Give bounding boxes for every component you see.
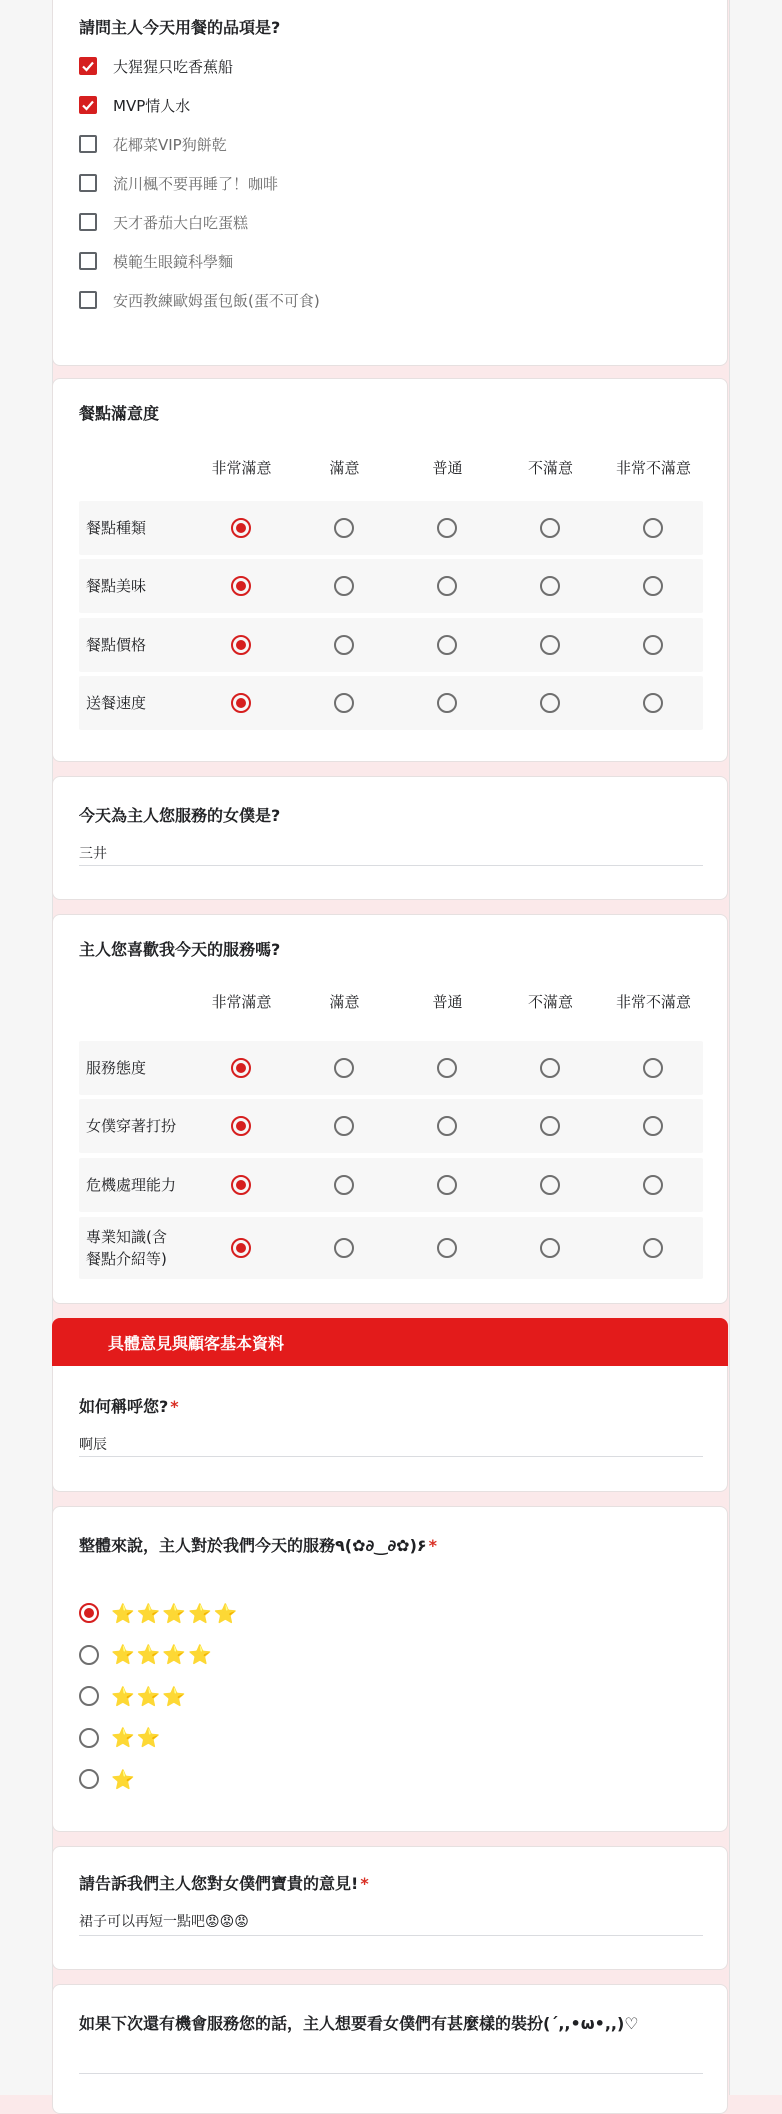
grid-radio[interactable] <box>334 693 354 713</box>
grid-radio[interactable] <box>334 576 354 596</box>
grid-radio[interactable] <box>334 1175 354 1195</box>
star-rating-option[interactable] <box>79 1726 162 1750</box>
question-card-overall <box>52 1506 728 1832</box>
question-card-items <box>52 0 728 366</box>
checkbox-option[interactable] <box>79 210 248 234</box>
grid-radio[interactable] <box>540 518 560 538</box>
right-margin <box>729 0 782 2095</box>
grid-radio[interactable] <box>643 1058 663 1078</box>
opinion-answer[interactable]: 裙子可以再短一點吧😡😡😡 <box>79 1914 249 1930</box>
grid-column-header: 非常滿意 <box>211 993 272 1011</box>
grid-row-label: 專業知識(含 餐點介紹等) <box>86 1228 167 1268</box>
checkbox[interactable] <box>79 96 97 114</box>
grid-radio[interactable] <box>643 1238 663 1258</box>
grid-radio[interactable] <box>643 576 663 596</box>
grid-radio[interactable] <box>643 518 663 538</box>
left-margin <box>0 0 53 2095</box>
grid-radio[interactable] <box>334 518 354 538</box>
grid-radio[interactable] <box>437 1238 457 1258</box>
grid-row-label: 餐點價格 <box>86 636 147 654</box>
grid-radio[interactable] <box>231 518 251 538</box>
star-icons: ⭐⭐⭐ <box>111 1685 188 1708</box>
answer-underline <box>79 865 703 866</box>
question-card-opinion <box>52 1846 728 1970</box>
grid-row <box>79 501 703 555</box>
check-icon <box>81 98 95 112</box>
grid-radio[interactable] <box>334 635 354 655</box>
grid-radio[interactable] <box>540 635 560 655</box>
grid-radio[interactable] <box>231 576 251 596</box>
question-card-name <box>52 1366 728 1492</box>
checkbox-label: 花椰菜VIP狗餅乾 <box>113 135 227 154</box>
checkbox-option[interactable] <box>79 249 233 273</box>
question-card-maid <box>52 776 728 900</box>
grid-row-label: 危機處理能力 <box>86 1176 177 1194</box>
grid-radio[interactable] <box>437 576 457 596</box>
grid-radio[interactable] <box>643 1175 663 1195</box>
checkbox[interactable] <box>79 174 97 192</box>
grid-column-header: 不滿意 <box>527 459 573 477</box>
radio[interactable] <box>79 1769 99 1789</box>
grid-radio[interactable] <box>437 1175 457 1195</box>
checkbox-label: 流川楓不要再睡了！咖啡 <box>113 174 279 193</box>
grid-column-header: 滿意 <box>329 459 360 477</box>
section-header <box>52 1318 728 1366</box>
grid-radio[interactable] <box>231 635 251 655</box>
grid-radio[interactable] <box>643 635 663 655</box>
answer-underline[interactable] <box>79 2073 703 2074</box>
checkbox[interactable] <box>79 57 97 75</box>
grid-radio[interactable] <box>437 518 457 538</box>
grid-radio[interactable] <box>643 1116 663 1136</box>
question-title: 餐點滿意度 <box>79 404 160 423</box>
grid-radio[interactable] <box>540 1175 560 1195</box>
grid-radio[interactable] <box>540 693 560 713</box>
star-icons: ⭐⭐⭐⭐ <box>111 1644 214 1666</box>
checkbox-label: 大猩猩只吃香蕉船 <box>113 57 234 76</box>
grid-column-header: 普通 <box>432 993 463 1011</box>
checkbox[interactable] <box>79 213 97 231</box>
checkbox-option[interactable] <box>79 132 227 156</box>
grid-radio[interactable] <box>231 1175 251 1195</box>
grid-row <box>79 1099 703 1153</box>
star-icons: ⭐⭐ <box>111 1727 163 1749</box>
grid-row <box>79 1217 703 1279</box>
grid-row <box>79 1158 703 1212</box>
answer-underline <box>79 1935 703 1936</box>
grid-radio[interactable] <box>437 1058 457 1078</box>
question-title-text: 請告訴我們主人您對女僕們寶貴的意見! <box>79 1874 359 1893</box>
grid-radio[interactable] <box>540 1058 560 1078</box>
question-title <box>79 1394 179 1417</box>
grid-radio[interactable] <box>437 1116 457 1136</box>
question-title: 請問主人今天用餐的品項是? <box>79 18 281 37</box>
checkbox-label: 安西教練歐姆蛋包飯(蛋不可食) <box>113 291 320 310</box>
star-icons: ⭐ <box>111 1768 137 1791</box>
grid-radio[interactable] <box>231 1238 251 1258</box>
checkbox-option[interactable] <box>79 288 320 312</box>
radio[interactable] <box>79 1603 99 1623</box>
grid-radio[interactable] <box>540 1238 560 1258</box>
question-title-text: 如何稱呼您? <box>79 1397 169 1416</box>
grid-radio[interactable] <box>231 1116 251 1136</box>
check-icon <box>81 59 95 73</box>
grid-radio[interactable] <box>437 693 457 713</box>
grid-radio[interactable] <box>231 693 251 713</box>
question-title: 今天為主人您服務的女僕是? <box>79 806 281 825</box>
answer-underline <box>79 1456 703 1457</box>
checkbox[interactable] <box>79 252 97 270</box>
grid-row <box>79 1041 703 1095</box>
question-title-text: 整體來說，主人對於我們今天的服務٩(✿∂‿∂✿)۶ <box>79 1536 427 1555</box>
star-rating-option[interactable] <box>79 1643 214 1667</box>
question-title <box>79 1533 437 1556</box>
star-rating-option[interactable] <box>79 1601 239 1625</box>
grid-radio[interactable] <box>231 1058 251 1078</box>
grid-row <box>79 559 703 613</box>
grid-row-label: 服務態度 <box>86 1059 147 1077</box>
grid-row-label: 送餐速度 <box>86 694 147 712</box>
checkbox-option[interactable] <box>79 93 190 117</box>
radio[interactable] <box>79 1686 99 1706</box>
grid-row <box>79 618 703 672</box>
question-card-meal <box>52 378 728 762</box>
checkbox[interactable] <box>79 291 97 309</box>
required-mark: * <box>428 1536 438 1555</box>
star-rating-option[interactable] <box>79 1767 137 1791</box>
section-title: 具體意見與顧客基本資料 <box>108 1334 285 1353</box>
question-title: 主人您喜歡我今天的服務嗎? <box>79 940 281 959</box>
checkbox-label: 模範生眼鏡科學麵 <box>113 252 234 271</box>
checkbox-option[interactable] <box>79 171 278 195</box>
checkbox[interactable] <box>79 135 97 153</box>
radio[interactable] <box>79 1728 99 1748</box>
grid-radio[interactable] <box>437 635 457 655</box>
grid-radio[interactable] <box>334 1238 354 1258</box>
grid-row-label: 女僕穿著打扮 <box>86 1117 177 1135</box>
grid-column-header: 非常不滿意 <box>615 993 691 1011</box>
checkbox-option[interactable] <box>79 54 233 78</box>
grid-column-header: 不滿意 <box>527 993 573 1011</box>
grid-column-header: 非常滿意 <box>211 459 272 477</box>
star-rating-option[interactable] <box>79 1684 188 1708</box>
grid-row <box>79 676 703 730</box>
required-mark: * <box>360 1874 369 1893</box>
radio[interactable] <box>79 1645 99 1665</box>
grid-radio[interactable] <box>540 1116 560 1136</box>
grid-column-header: 非常不滿意 <box>615 459 691 477</box>
grid-radio[interactable] <box>643 693 663 713</box>
grid-radio[interactable] <box>334 1058 354 1078</box>
question-card-service <box>52 914 728 1304</box>
name-answer[interactable]: 啊辰 <box>79 1437 107 1453</box>
grid-radio[interactable] <box>334 1116 354 1136</box>
grid-column-header: 滿意 <box>329 993 360 1011</box>
grid-row-label: 餐點種類 <box>86 519 147 537</box>
question-title <box>79 1871 369 1894</box>
question-title: 如果下次還有機會服務您的話，主人想要看女僕們有甚麼樣的裝扮(´,,•ω•,,)♡ <box>79 2014 639 2033</box>
grid-radio[interactable] <box>540 576 560 596</box>
grid-column-header: 普通 <box>432 459 463 477</box>
maid-answer[interactable]: 三井 <box>79 846 107 862</box>
checkbox-label: 天才番茄大白吃蛋糕 <box>113 213 249 232</box>
checkbox-label: MVP情人水 <box>113 96 191 115</box>
star-icons: ⭐⭐⭐⭐⭐ <box>111 1602 240 1625</box>
required-mark: * <box>170 1397 179 1416</box>
grid-row-label: 餐點美味 <box>86 577 147 595</box>
